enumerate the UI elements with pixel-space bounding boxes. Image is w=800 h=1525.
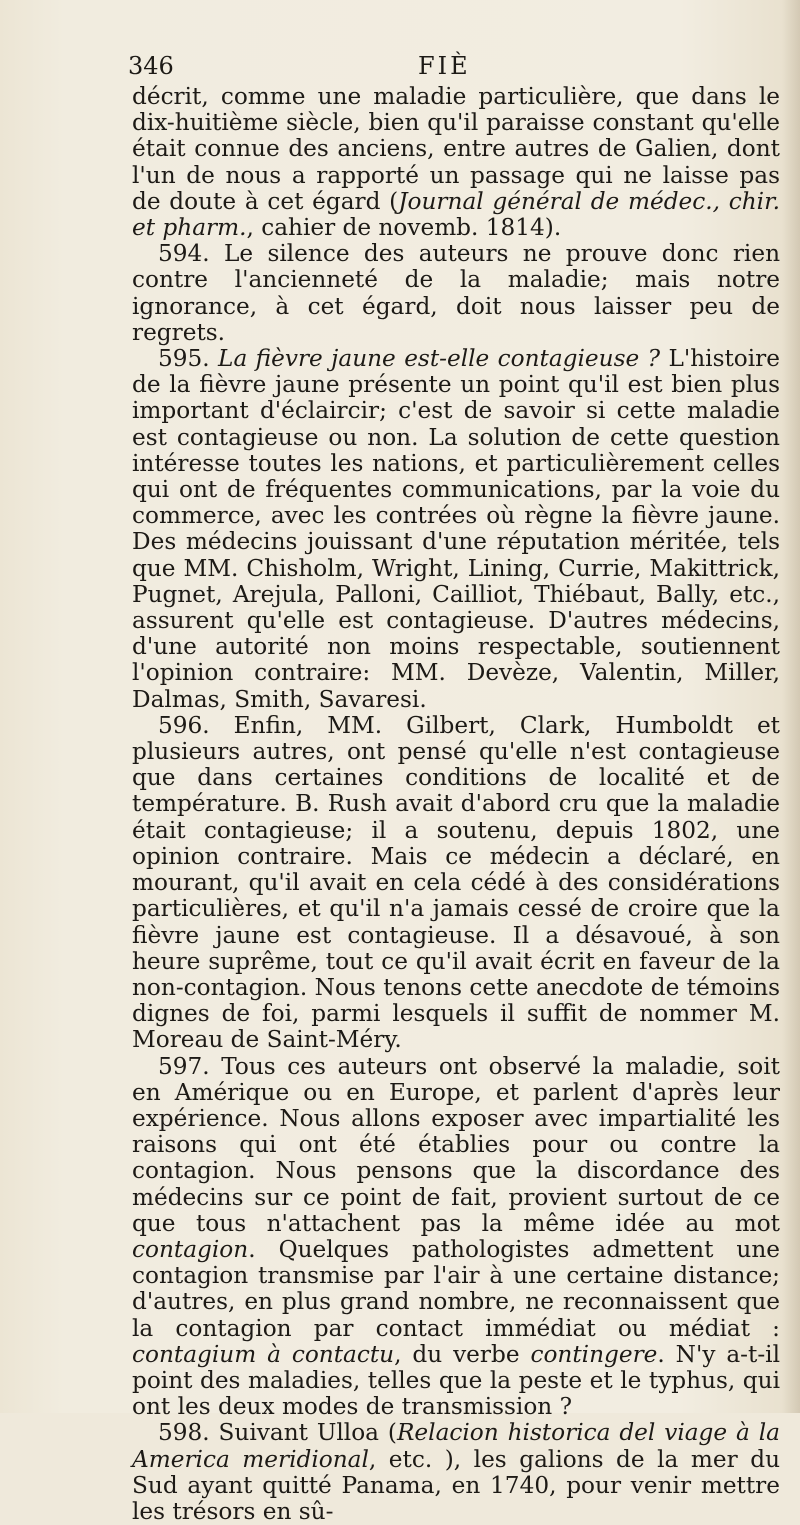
text-run: décrit, comme une maladie particulière, que dans le dix-huitième siècle, bien qu'il paraisse constant qu'elle était connue des anciens, entre autres de Galien, dont l'un de nous a rapporté un passage qui ne laisse pas de doute à cet égard ( [132,83,780,215]
text-run: . N'y a-t-il point des maladies, telles que la peste et le typhus, qui ont les deux modes de transmission ? [132,1340,780,1421]
paragraph-594 [132,241,780,346]
text-run: , cahier de novemb. 1814). [246,214,562,242]
text-run: 594. Le silence des auteurs ne prouve donc rien contre l'ancienneté de la maladie; mais notre ignorance, à cet égard, doit nous laisser peu de regrets. [132,240,780,346]
italic-text: La fièvre jaune est-elle contagieuse ? [218,345,661,373]
italic-text: Journal général de médec., chir. et pharm. [132,187,780,242]
body-text [132,84,780,1525]
text-run: , du verbe [394,1340,531,1368]
paragraph-595 [132,346,780,713]
text-run: 596. Enfin, MM. Gilbert, Clark, Humboldt et plusieurs autres, ont pensé qu'elle n'est contagieuse que dans certaines conditions de localité et de température. B. Rush avait d'abord cru que la maladie était contagieuse; il a soutenu, depuis 1802, une opinion contraire. Mais ce médecin a déclaré, en mourant, qu'il avait en cela cédé à des considérations particulières, et qu'il n'a jamais cessé de croire que la fièvre jaune est contagieuse. Il a désavoué, à son heure suprême, tout ce qu'il avait écrit en faveur de la non-contagion. Nous tenons cette anecdote de témoins dignes de foi, parmi lesquels il suffit de nommer M. Moreau de Saint-Méry. [132,711,780,1054]
text-run: 595. [158,345,219,373]
italic-text: Relacion historica del viage à la America meridional [132,1419,781,1473]
text-run: . Quelques pathologistes admettent une contagion transmise par l'air à une certaine distance; d'autres, en plus grand nombre, ne reconnaissent que la contagion par contact immédiat ou médiat : [132,1235,780,1342]
paragraph-597 [132,1054,780,1421]
text-run: 598. Suivant Ulloa ( [158,1419,397,1447]
running-title: FIÈ [418,52,471,80]
text-run: L'histoire de la fièvre jaune présente un point qu'il est bien plus important d'éclaircir; c'est de savoir si cette maladie est contagieuse ou non. La solution de cette question intéresse toutes les nations, et particulièrement celles qui ont de fréquentes communications, par la voie du commerce, avec les contrées où règne la fièvre jaune. Des médecins jouissant d'une réputation méritée, tels que MM. Chisholm, Wright, Lining, Currie, Makittrick, Pugnet, Arejula, Palloni, Cailliot, Thiébaut, Bally, etc., assurent qu'elle est contagieuse. D'autres médecins, d'une autorité non moins respectable, soutiennent l'opinion contraire: MM. Devèze, Valentin, Miller, Dalmas, Smith, Savaresi. [132,345,780,713]
text-run: 597. Tous ces auteurs ont observé la maladie, soit en Amérique ou en Europe, et parlent d'après leur expérience. Nous allons exposer avec impartialité les raisons qui ont été établies pour ou contre la contagion. Nous pensons que la discordance des médecins sur ce point de fait, provient surtout de ce que tous n'attachent pas la même idée au mot [132,1052,780,1237]
italic-text: contagium à contactu [132,1340,395,1368]
paragraph-598 [132,1420,780,1525]
paragraph-continuation [132,84,780,241]
italic-text: contingere [530,1340,658,1368]
italic-text: contagion [132,1235,249,1263]
page-number: 346 [128,52,174,80]
running-head [128,50,768,82]
text-run: , etc. ), les galions de la mer du Sud ayant quitté Panama, en 1740, pour venir mettre les trésors en sû- [132,1445,780,1525]
page-edge-shadow [782,0,800,1413]
paragraph-596 [132,713,780,1054]
